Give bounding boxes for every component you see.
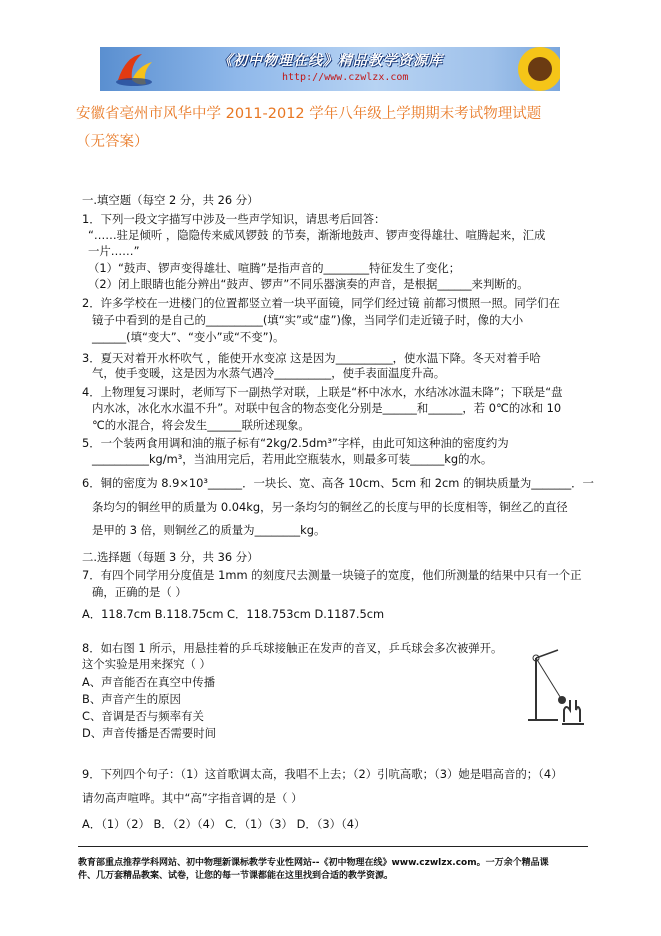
text-line: “……驻足倾听 ，隐隐传来威风锣鼓 的节奏，渐渐地鼓声、锣声变得雄壮、喧腾起来，汇成 — [88, 228, 546, 242]
text-line: 气，使手变暖，这是因为水蒸气遇冷__________，使手表面温度升高。 — [92, 366, 446, 380]
text-line: A．（1）（2） B．（2）（4） C．（1）（3） D．（3）（4） — [82, 817, 366, 831]
text-line: 二.选择题（每题 3 分，共 36 分） — [82, 550, 259, 564]
tuning-fork-figure — [518, 640, 596, 728]
text-line: 条均匀的铜丝甲的质量为 0.04kg，另一条均匀的铜丝乙的长度与甲的长度相等，铜丝乙的直径 — [92, 500, 568, 514]
text-line: 确，正确的是（ ） — [92, 585, 187, 599]
banner-url[interactable]: http://www.czwlzx.com — [282, 72, 409, 83]
header-banner — [100, 47, 560, 91]
text-line: B、声音产生的原因 — [82, 692, 181, 706]
text-line: 7．有四个同学用分度值是 1mm 的刻度尺去测量一块镜子的宽度，他们所测量的结果中只有一个正 — [82, 568, 582, 582]
text-line: 一.填空题（每空 2 分，共 26 分） — [82, 193, 259, 207]
text-line: A、声音能否在真空中传播 — [82, 675, 216, 689]
text-line: __________kg/m³，当油用完后，若用此空瓶装水，则最多可装______kg的水。 — [92, 452, 493, 466]
text-line: 镜子中看到的是自己的__________(填“实”或“虚”)像，当同学们走近镜子时，像的大小 — [92, 313, 524, 327]
footer-divider — [78, 846, 588, 847]
text-line: 8．如右图 1 所示，用悬挂着的乒乓球接触正在发声的音叉，乒乓球会多次被弹开。 — [82, 641, 503, 655]
document-title: 安徽省亳州市风华中学 2011-2012 学年八年级上学期期末考试物理试题 — [76, 106, 542, 122]
text-line: 这个实验是用来探究（ ） — [82, 657, 211, 671]
text-line: A．118.7cm B.118.75cm C．118.753cm D.1187.5cm — [82, 607, 385, 621]
text-line: 6．铜的密度为 8.9×10³______．一块长、宽、高各 10cm、5cm 和 2cm 的铜块质量为_______．一 — [82, 476, 594, 490]
sunflower-icon — [506, 47, 560, 91]
document-subtitle: （无答案） — [76, 134, 149, 150]
text-line: 9．下列四个句子：（1）这首歌调太高，我唱不上去；（2）引吭高歌；（3）她是唱高音的；（4） — [82, 767, 563, 781]
text-line: （2）闭上眼睛也能分辨出“鼓声、锣声”不同乐器演奏的声音，是根据______来判断的。 — [88, 277, 529, 291]
text-line: 请勿高声喧哗。其中“高”字指音调的是（ ） — [82, 791, 303, 805]
footer-line-2: 件、几万套精品教案、试卷，让您的每一节课都能在这里找到合适的教学资源。 — [78, 871, 394, 881]
footer-line-1: 教育部重点推荐学科网站、初中物理新课标教学专业性网站--《初中物理在线》www.czwlzx.com。一万余个精品课 — [78, 858, 549, 868]
text-line: C、音调是否与频率有关 — [82, 709, 204, 723]
text-line: （1）“鼓声、锣声变得雄壮、喧腾”是指声音的________特征发生了变化； — [88, 261, 461, 275]
text-line: ℃的水混合，将会发生______联所述现象。 — [92, 418, 310, 432]
text-line: 是甲的 3 倍，则铜丝乙的质量为________kg。 — [92, 523, 326, 537]
site-logo-icon — [112, 50, 156, 88]
text-line: 1．下列一段文字描写中涉及一些声学知识，请思考后回答： — [82, 212, 386, 226]
text-line: D、声音传播是否需要时间 — [82, 726, 217, 740]
text-line: ______(填“变大”、“变小”或“不变”)。 — [92, 330, 285, 344]
text-line: 内水冰，冰化水水温不升”。对联中包含的物态变化分别是______和______，若 0℃的冰和 10 — [92, 401, 562, 415]
text-line: 2．许多学校在一进楼门的位置都竖立着一块平面镜，同学们经过镜 前都习惯照一照。同学们在 — [82, 296, 560, 310]
text-line: 一片……” — [88, 244, 140, 258]
text-line: 4．上物理复习课时，老师写下一副热学对联，上联是“杯中冰水，水结冰冰温未降”；下联是“盘 — [82, 385, 563, 399]
banner-title: 《初中物理在线》精品教学资源库 — [218, 53, 443, 69]
text-line: 5．一个装两食用调和油的瓶子标有“2kg/2.5dm³”字样，由此可知这种油的密度约为 — [82, 436, 509, 450]
text-line: 3．夏天对着开水杯吹气 ，能使开水变凉 这是因为__________，使水温下降。冬天对着手哈 — [82, 351, 541, 365]
